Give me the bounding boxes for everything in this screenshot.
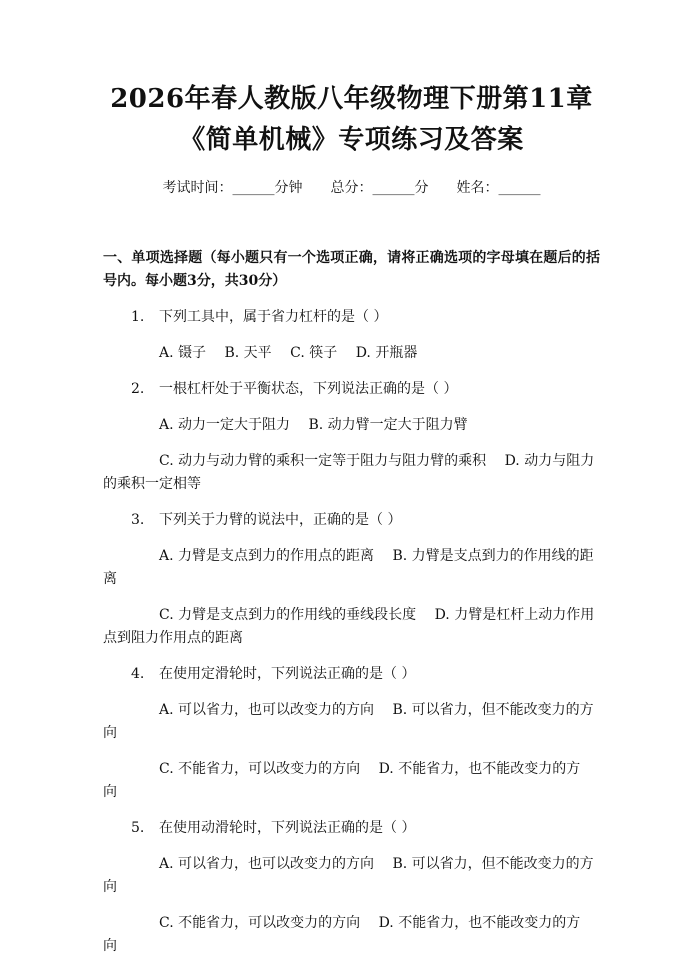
question-text: 一根杠杆处于平衡状态，下列说法正确的是（ ） <box>159 381 458 397</box>
option-d: D. 不能省力，也不能改变力的方向 <box>103 761 581 800</box>
question-text: 在使用动滑轮时，下列说法正确的是（ ） <box>159 820 416 836</box>
option-line <box>103 758 600 804</box>
option-c: C. 筷子 <box>290 345 338 361</box>
question-1 <box>103 306 600 329</box>
option-b: B. 力臂是支点到力的作用线的距离 <box>103 548 594 587</box>
question-4 <box>103 663 600 686</box>
question-number: 4. <box>131 666 145 682</box>
question-2 <box>103 378 600 401</box>
option-line <box>103 545 600 591</box>
option-c: C. 不能省力，可以改变力的方向 <box>159 915 361 931</box>
option-line <box>103 699 600 745</box>
question-5 <box>103 817 600 840</box>
option-line <box>103 604 600 650</box>
option-a: A. 力臂是支点到力的作用点的距离 <box>159 548 375 564</box>
option-line <box>103 853 600 899</box>
option-a: A. 可以省力，也可以改变力的方向 <box>159 702 375 718</box>
question-number: 5. <box>131 820 145 836</box>
question-text: 下列关于力臂的说法中，正确的是（ ） <box>159 512 402 528</box>
option-c: C. 力臂是支点到力的作用线的垂线段长度 <box>159 607 417 623</box>
question-list <box>103 306 600 958</box>
option-b: B. 天平 <box>224 345 272 361</box>
exam-time-field: 考试时间：______分钟 <box>162 180 303 196</box>
page-subtitle: 《简单机械》专项练习及答案 <box>179 125 524 155</box>
option-a: A. 动力一定大于阻力 <box>159 417 291 433</box>
option-c: C. 动力与动力臂的乘积一定等于阻力与阻力臂的乘积 <box>159 453 487 469</box>
question-number: 3. <box>131 512 145 528</box>
option-d: D. 力臂是杠杆上动力作用点到阻力作用点的距离 <box>103 607 595 646</box>
option-line <box>103 414 600 437</box>
question-3 <box>103 509 600 532</box>
section-heading: 一、单项选择题（每小题只有一个选项正确，请将正确选项的字母填在题后的括号内。每小题3分，共30分） <box>103 250 600 289</box>
student-name-field: 姓名：______ <box>456 180 541 196</box>
question-text: 在使用定滑轮时，下列说法正确的是（ ） <box>159 666 416 682</box>
option-b: B. 动力臂一定大于阻力臂 <box>308 417 468 433</box>
option-d: D. 开瓶器 <box>355 345 418 361</box>
option-b: B. 可以省力，但不能改变力的方向 <box>103 702 594 741</box>
option-line <box>103 450 600 496</box>
exam-meta <box>103 178 600 198</box>
question-number: 1. <box>131 309 145 325</box>
option-c: C. 不能省力，可以改变力的方向 <box>159 761 361 777</box>
option-line <box>103 342 600 365</box>
question-text: 下列工具中，属于省力杠杆的是（ ） <box>159 309 388 325</box>
option-a: A. 可以省力，也可以改变力的方向 <box>159 856 375 872</box>
option-a: A. 镊子 <box>159 345 207 361</box>
question-number: 2. <box>131 381 145 397</box>
option-d: D. 不能省力，也不能改变力的方向 <box>103 915 581 954</box>
option-line <box>103 912 600 958</box>
option-d: D. 动力与阻力的乘积一定相等 <box>103 453 595 492</box>
page-title: 2026年春人教版八年级物理下册第11章 <box>110 84 593 114</box>
option-b: B. 可以省力，但不能改变力的方向 <box>103 856 594 895</box>
total-score-field: 总分：______分 <box>330 180 429 196</box>
